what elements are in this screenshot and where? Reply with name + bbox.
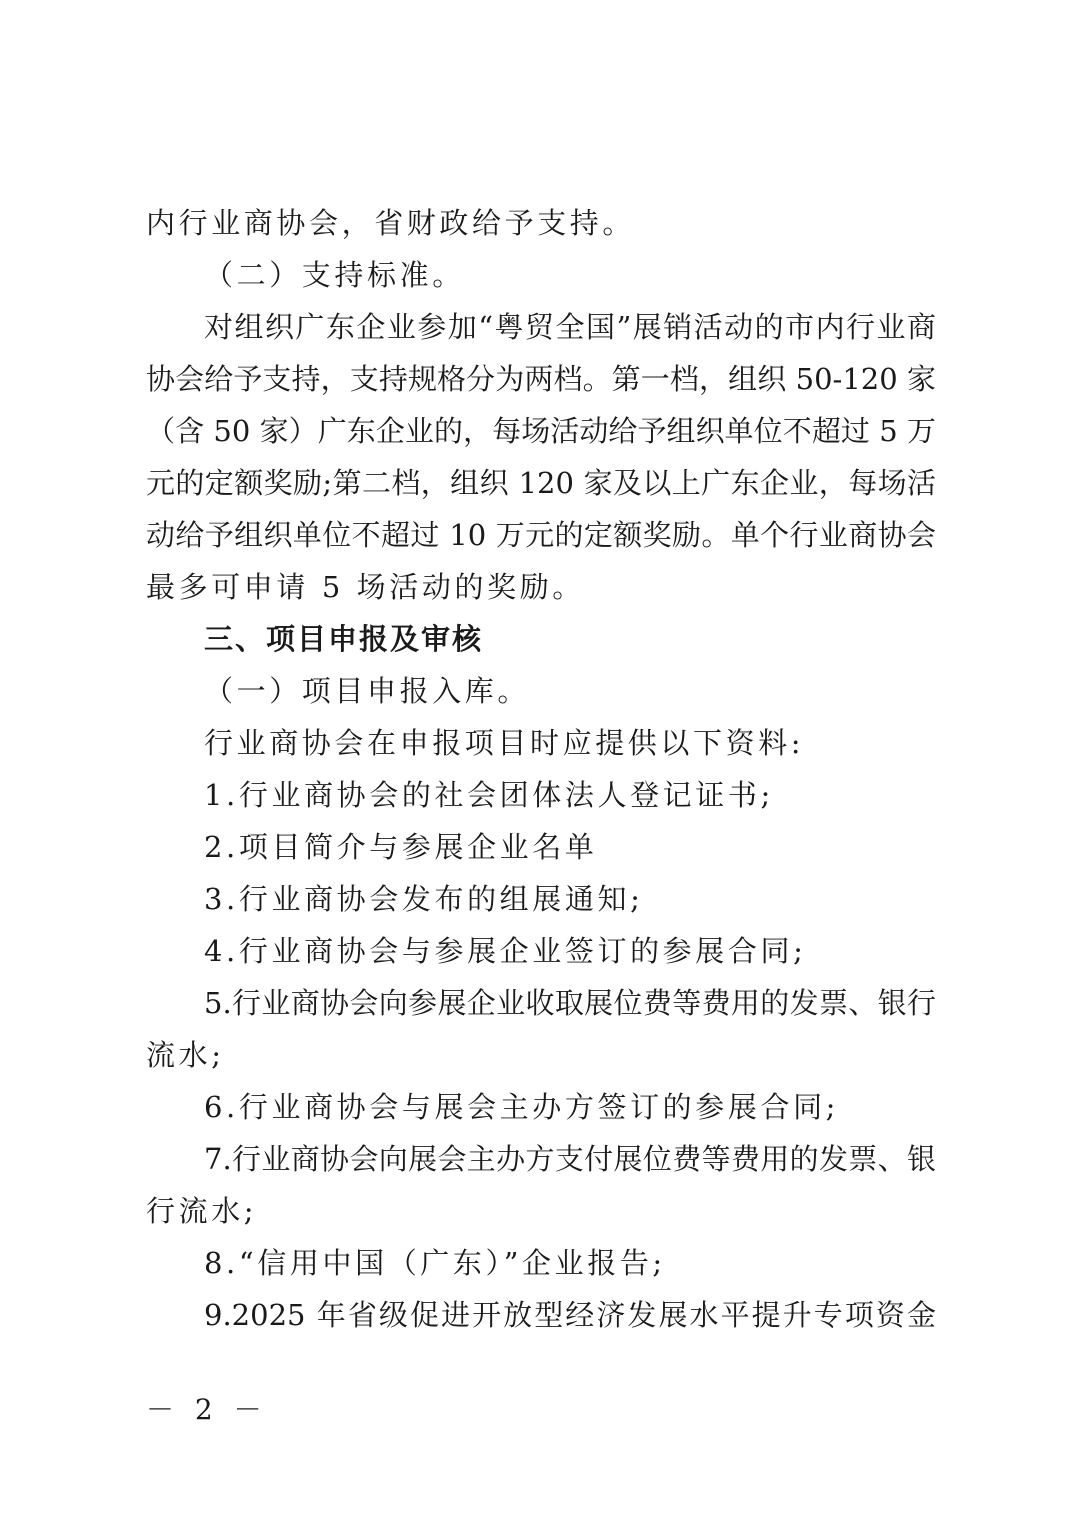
list-item-continuation: 行流水; bbox=[146, 1194, 258, 1228]
subsection-heading: （二）支持标准。 bbox=[204, 258, 465, 292]
paragraph-line: 行业商协会在申报项目时应提供以下资料: bbox=[204, 726, 805, 760]
list-item: 9.2025 年省级促进开放型经济发展水平提升专项资金 bbox=[204, 1298, 936, 1332]
paragraph-line: 动给予组织单位不超过 10 万元的定额奖励。单个行业商协会 bbox=[146, 518, 936, 552]
list-item-continuation: 流水; bbox=[146, 1038, 225, 1072]
paragraph-line: 元的定额奖励;第二档，组织 120 家及以上广东企业，每场活 bbox=[146, 466, 936, 500]
paragraph-line: （含 50 家）广东企业的，每场活动给予组织单位不超过 5 万 bbox=[146, 414, 936, 448]
list-item: 1.行业商协会的社会团体法人登记证书; bbox=[204, 778, 774, 812]
list-item: 5.行业商协会向参展企业收取展位费等费用的发票、银行 bbox=[204, 986, 936, 1020]
list-item: 4.行业商协会与参展企业签订的参展合同; bbox=[204, 934, 807, 968]
list-item: 6.行业商协会与展会主办方签订的参展合同; bbox=[204, 1090, 840, 1124]
list-item: 2.项目简介与参展企业名单 bbox=[204, 830, 598, 864]
paragraph-line: 最多可申请 5 场活动的奖励。 bbox=[146, 570, 585, 604]
paragraph-line: 对组织广东企业参加“粤贸全国”展销活动的市内行业商 bbox=[204, 310, 936, 344]
page-number: － 2 － bbox=[146, 1393, 268, 1426]
paragraph-line: 内行业商协会，省财政给予支持。 bbox=[146, 206, 636, 240]
list-item: 8.“信用中国（广东）”企业报告; bbox=[204, 1246, 666, 1280]
list-item: 7.行业商协会向展会主办方支付展位费等费用的发票、银 bbox=[204, 1142, 936, 1176]
subsection-heading: （一）项目申报入库。 bbox=[204, 674, 531, 708]
list-item: 3.行业商协会发布的组展通知; bbox=[204, 882, 644, 916]
paragraph-line: 协会给予支持，支持规格分为两档。第一档，组织 50-120 家 bbox=[146, 362, 936, 396]
section-heading: 三、项目申报及审核 bbox=[204, 622, 484, 656]
